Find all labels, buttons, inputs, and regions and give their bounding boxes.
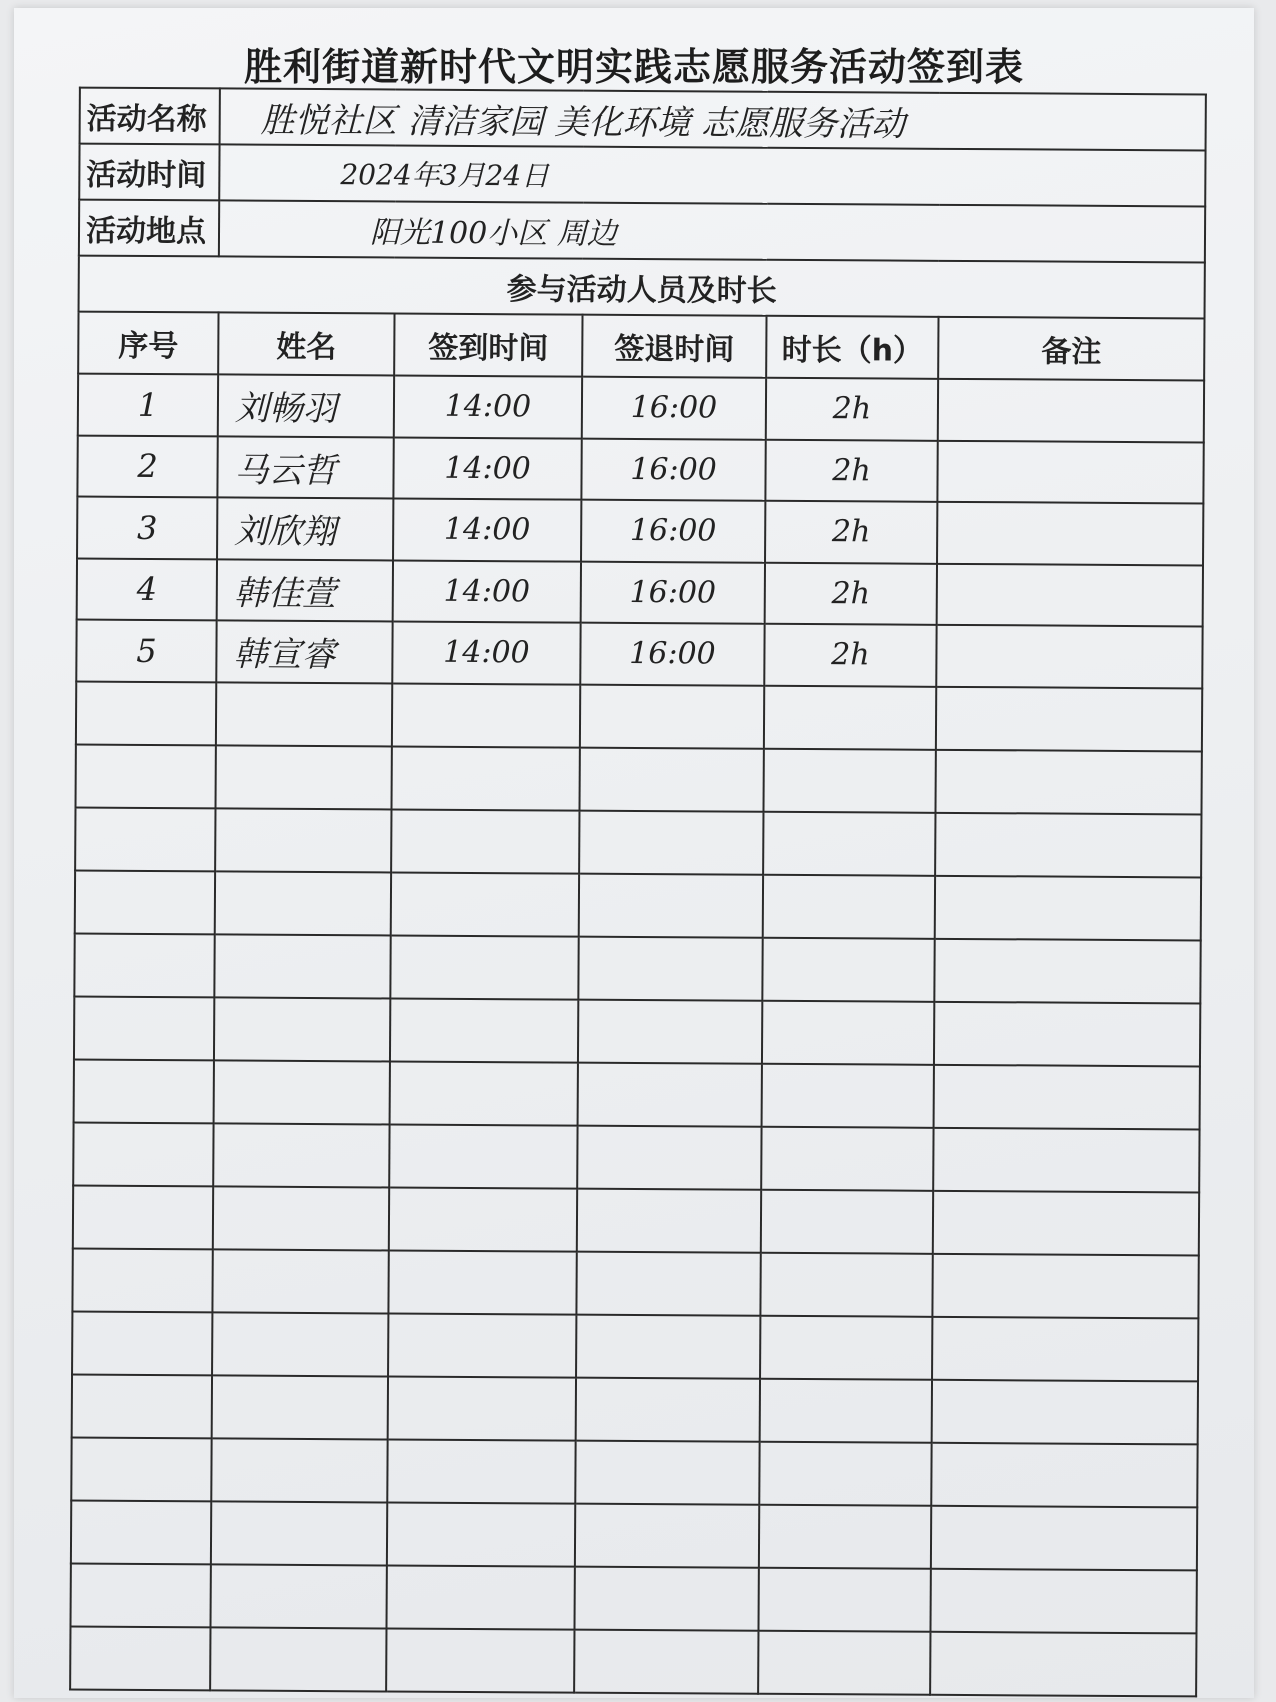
empty-cell bbox=[574, 1629, 758, 1693]
empty-cell bbox=[74, 1059, 214, 1123]
row-remark bbox=[937, 440, 1203, 503]
empty-cell bbox=[71, 1563, 211, 1627]
empty-cell bbox=[71, 1500, 211, 1564]
empty-cell bbox=[215, 871, 391, 935]
empty-cell bbox=[216, 745, 392, 809]
empty-row bbox=[75, 807, 1201, 877]
empty-row bbox=[73, 1122, 1199, 1192]
empty-cell bbox=[70, 1626, 210, 1690]
row-sign-out: 16:00 bbox=[581, 561, 765, 624]
row-duration: 2h bbox=[764, 624, 936, 687]
activity-name-row bbox=[80, 88, 1206, 151]
empty-row bbox=[76, 744, 1202, 814]
row-sign-out: 16:00 bbox=[581, 500, 765, 563]
empty-cell bbox=[759, 1441, 931, 1505]
empty-cell bbox=[758, 1567, 930, 1631]
empty-row bbox=[75, 870, 1201, 940]
empty-cell bbox=[934, 1064, 1200, 1129]
row-no: 5 bbox=[76, 620, 216, 682]
row-sign-out: 16:00 bbox=[581, 438, 765, 501]
empty-row bbox=[72, 1374, 1198, 1444]
empty-cell bbox=[577, 1188, 761, 1252]
empty-cell bbox=[390, 1061, 578, 1125]
activity-place-label: 活动地点 bbox=[79, 200, 219, 257]
empty-cell bbox=[386, 1565, 574, 1629]
activity-name-value: 胜悦社区 清洁家园 美化环境 志愿服务活动 bbox=[220, 88, 1206, 150]
empty-cell bbox=[579, 810, 763, 874]
empty-cell bbox=[72, 1311, 212, 1375]
empty-cell bbox=[936, 686, 1202, 751]
empty-cell bbox=[76, 681, 216, 745]
empty-cell bbox=[72, 1248, 212, 1312]
empty-cell bbox=[762, 937, 934, 1001]
empty-cell bbox=[213, 1123, 389, 1187]
empty-cell bbox=[212, 1249, 388, 1313]
sign-in-sheet-paper bbox=[14, 8, 1254, 1698]
empty-cell bbox=[933, 1190, 1199, 1255]
empty-row bbox=[74, 996, 1200, 1066]
participants-section-row bbox=[79, 256, 1205, 319]
row-duration: 2h bbox=[765, 439, 937, 502]
sign-in-table bbox=[69, 87, 1207, 1697]
empty-cell bbox=[212, 1375, 388, 1439]
empty-cell bbox=[216, 682, 392, 746]
empty-cell bbox=[212, 1312, 388, 1376]
empty-cell bbox=[211, 1438, 387, 1502]
empty-cell bbox=[76, 744, 216, 808]
empty-cell bbox=[932, 1379, 1198, 1444]
participants-section-title: 参与活动人员及时长 bbox=[79, 256, 1205, 319]
empty-cell bbox=[75, 807, 215, 871]
empty-cell bbox=[760, 1315, 932, 1379]
empty-cell bbox=[931, 1442, 1197, 1507]
empty-cell bbox=[392, 683, 580, 747]
activity-time-value: 2024年3月24日 bbox=[219, 144, 1205, 206]
row-remark bbox=[938, 379, 1204, 442]
row-no: 4 bbox=[77, 558, 217, 620]
row-no: 3 bbox=[77, 497, 217, 559]
table-row bbox=[76, 620, 1202, 688]
row-duration: 2h bbox=[765, 501, 937, 564]
empty-cell bbox=[935, 875, 1201, 940]
empty-cell bbox=[392, 746, 580, 810]
sheet-title: 胜利街道新时代文明实践志愿服务活动签到表 bbox=[243, 45, 1024, 89]
row-sign-in: 14:00 bbox=[393, 437, 581, 500]
empty-cell bbox=[763, 874, 935, 938]
empty-cell bbox=[211, 1501, 387, 1565]
empty-cell bbox=[73, 1122, 213, 1186]
activity-place-row bbox=[79, 200, 1205, 263]
empty-cell bbox=[389, 1187, 577, 1251]
row-remark bbox=[937, 502, 1203, 565]
column-header-no: 序号 bbox=[78, 312, 218, 375]
empty-row bbox=[70, 1626, 1196, 1696]
row-sign-out: 16:00 bbox=[580, 623, 764, 686]
empty-cell bbox=[760, 1252, 932, 1316]
empty-cell bbox=[214, 934, 390, 998]
row-name: 刘欣翔 bbox=[217, 497, 393, 560]
row-name: 刘畅羽 bbox=[218, 374, 394, 437]
empty-row bbox=[71, 1500, 1197, 1570]
row-sign-in: 14:00 bbox=[393, 560, 581, 623]
activity-place-value: 阳光100小区 周边 bbox=[219, 200, 1205, 262]
empty-cell bbox=[576, 1377, 760, 1441]
row-remark bbox=[936, 625, 1202, 688]
empty-row bbox=[74, 1059, 1200, 1129]
empty-cell bbox=[933, 1127, 1199, 1192]
empty-cell bbox=[760, 1378, 932, 1442]
empty-cell bbox=[932, 1253, 1198, 1318]
empty-cell bbox=[932, 1316, 1198, 1381]
activity-time-label: 活动时间 bbox=[79, 144, 219, 201]
empty-cell bbox=[758, 1630, 930, 1694]
empty-row bbox=[74, 933, 1200, 1003]
empty-cell bbox=[759, 1504, 931, 1568]
row-name: 韩佳萱 bbox=[217, 559, 393, 622]
column-header-row bbox=[78, 312, 1204, 381]
row-name: 马云哲 bbox=[217, 436, 393, 499]
empty-cell bbox=[386, 1628, 574, 1692]
column-header-duration: 时长（h） bbox=[766, 316, 938, 379]
row-duration: 2h bbox=[766, 378, 938, 441]
empty-cell bbox=[390, 998, 578, 1062]
row-sign-in: 14:00 bbox=[392, 621, 580, 684]
empty-cell bbox=[388, 1313, 576, 1377]
empty-cell bbox=[934, 1001, 1200, 1066]
empty-cell bbox=[71, 1437, 211, 1501]
empty-cell bbox=[387, 1502, 575, 1566]
empty-cell bbox=[930, 1631, 1196, 1696]
empty-row bbox=[72, 1248, 1198, 1318]
row-sign-in: 14:00 bbox=[394, 376, 582, 439]
column-header-remark: 备注 bbox=[938, 317, 1204, 381]
table-row bbox=[77, 558, 1203, 626]
empty-row bbox=[72, 1311, 1198, 1381]
empty-cell bbox=[211, 1564, 387, 1628]
empty-cell bbox=[579, 873, 763, 937]
empty-cell bbox=[215, 808, 391, 872]
empty-cell bbox=[214, 1060, 390, 1124]
empty-cell bbox=[576, 1251, 760, 1315]
empty-cell bbox=[578, 1062, 762, 1126]
row-duration: 2h bbox=[765, 562, 937, 625]
row-name: 韩宣睿 bbox=[216, 620, 392, 683]
column-header-sign-out: 签退时间 bbox=[582, 315, 766, 378]
row-remark bbox=[937, 563, 1203, 626]
empty-cell bbox=[391, 809, 579, 873]
column-header-name: 姓名 bbox=[218, 312, 394, 375]
empty-cell bbox=[931, 1505, 1197, 1570]
empty-cell bbox=[763, 748, 935, 812]
empty-cell bbox=[575, 1440, 759, 1504]
empty-cell bbox=[210, 1627, 386, 1691]
activity-time-row bbox=[79, 144, 1205, 207]
empty-cell bbox=[578, 999, 762, 1063]
activity-name-label: 活动名称 bbox=[80, 88, 220, 145]
empty-cell bbox=[761, 1189, 933, 1253]
empty-cell bbox=[577, 1125, 761, 1189]
empty-cell bbox=[72, 1374, 212, 1438]
row-no: 1 bbox=[78, 374, 218, 436]
empty-cell bbox=[389, 1124, 577, 1188]
empty-cell bbox=[930, 1568, 1196, 1633]
empty-cell bbox=[391, 872, 579, 936]
empty-cell bbox=[574, 1566, 758, 1630]
empty-cell bbox=[935, 749, 1201, 814]
empty-cell bbox=[580, 684, 764, 748]
empty-cell bbox=[75, 870, 215, 934]
row-sign-in: 14:00 bbox=[393, 498, 581, 561]
empty-row bbox=[71, 1563, 1197, 1633]
empty-cell bbox=[390, 935, 578, 999]
empty-cell bbox=[74, 933, 214, 997]
empty-cell bbox=[935, 812, 1201, 877]
table-row bbox=[77, 497, 1203, 565]
empty-cell bbox=[578, 936, 762, 1000]
empty-cell bbox=[575, 1503, 759, 1567]
empty-cell bbox=[73, 1185, 213, 1249]
empty-cell bbox=[934, 938, 1200, 1003]
column-header-sign-in: 签到时间 bbox=[394, 314, 582, 377]
empty-row bbox=[76, 681, 1202, 751]
empty-cell bbox=[388, 1250, 576, 1314]
empty-cell bbox=[214, 997, 390, 1061]
empty-cell bbox=[762, 1000, 934, 1064]
empty-row bbox=[71, 1437, 1197, 1507]
empty-cell bbox=[576, 1314, 760, 1378]
empty-cell bbox=[388, 1376, 576, 1440]
row-no: 2 bbox=[77, 435, 217, 497]
table-row bbox=[78, 374, 1204, 442]
empty-cell bbox=[74, 996, 214, 1060]
row-sign-out: 16:00 bbox=[582, 377, 766, 440]
empty-cell bbox=[763, 811, 935, 875]
empty-cell bbox=[764, 685, 936, 749]
table-row bbox=[77, 435, 1203, 503]
empty-cell bbox=[762, 1063, 934, 1127]
empty-cell bbox=[579, 747, 763, 811]
empty-row bbox=[73, 1185, 1199, 1255]
empty-cell bbox=[213, 1186, 389, 1250]
empty-cell bbox=[761, 1126, 933, 1190]
empty-cell bbox=[387, 1439, 575, 1503]
